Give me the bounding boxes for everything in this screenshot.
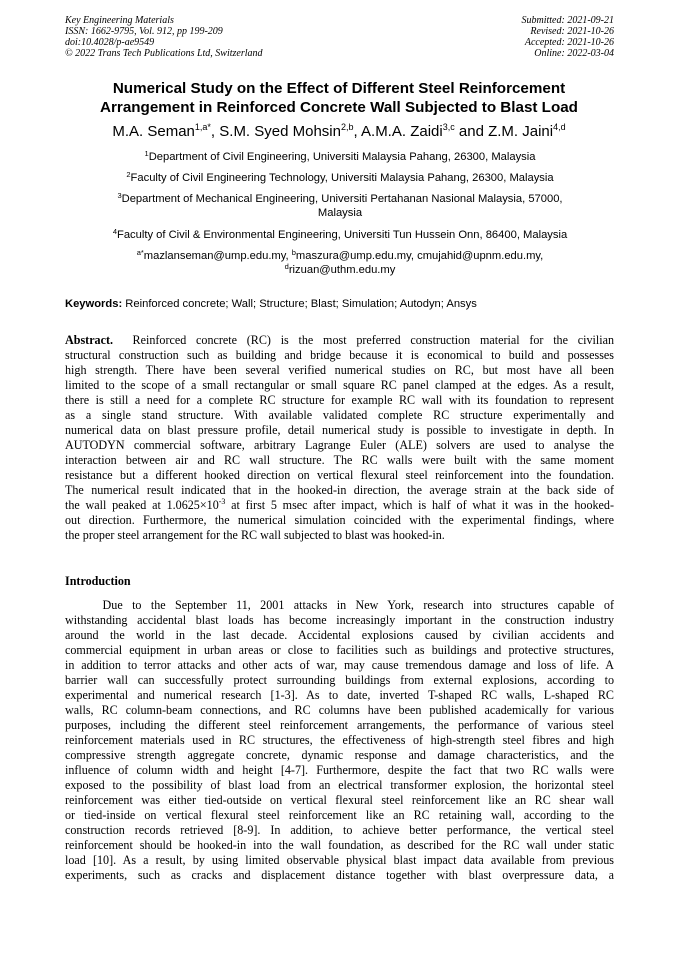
introduction-body bbox=[65, 598, 614, 883]
online-date: Online: 2022-03-04 bbox=[534, 48, 614, 59]
intro-line: compressive strength aggregate concrete, dynamic response and damage characteristics, and the bbox=[65, 748, 614, 762]
author-separator: , bbox=[210, 123, 220, 140]
intro-line: around the world in the last decade. Accidental explosions caused by civilian accidents and bbox=[65, 628, 614, 642]
abstract-line: interaction between air and RC wall structure. The RC walls were built with the same moment bbox=[65, 453, 614, 467]
intro-line: reinforcement was either tied-outside on vertical flexural steel reinforcement like an RC shear wall bbox=[65, 793, 614, 807]
email-address[interactable]: mazlanseman@ump.edu.my, bbox=[143, 250, 292, 262]
intro-line: load [10]. As a result, by using limited observable physical blast impact data available from previous bbox=[65, 853, 614, 867]
intro-line: reinforcement materials used in RC structures, the effectiveness of high-strength steel fibres and high bbox=[65, 733, 614, 747]
author-name: A.M.A. Zaidi bbox=[361, 123, 443, 140]
affiliation-text: Faculty of Civil & Environmental Engineering, Universiti Tun Hussein Onn, 86400, Malaysia bbox=[116, 229, 568, 241]
intro-line: experimental and numerical research [1-3]. As to date, inverted T-shaped RC walls, L-shaped RC bbox=[65, 688, 614, 702]
accepted-date: Accepted: 2021-10-26 bbox=[524, 37, 614, 48]
affiliation-text: Department of Mechanical Engineering, Universiti Pertahanan Nasional Malaysia, 57000, bbox=[121, 193, 563, 205]
intro-line: or tied-inside on vertical flexural steel reinforcement like an RC retaining wall, according to the bbox=[65, 808, 614, 822]
journal-name: Key Engineering Materials bbox=[65, 15, 174, 26]
intro-line: Due to the September 11, 2001 attacks in New York, research into structures capable of bbox=[65, 598, 614, 612]
affiliation-text: Faculty of Civil Engineering Technology, Universiti Malaysia Pahang, 26300, Malaysia bbox=[130, 172, 554, 184]
journal-header-left bbox=[65, 15, 263, 59]
intro-line: exposed to the possibility of blast load from an electrical transformer explosion, the horizontal steel bbox=[65, 778, 614, 792]
journal-doi: doi:10.4028/p-ae9549 bbox=[65, 37, 155, 48]
author-separator: and bbox=[454, 123, 489, 140]
author-name: Z.M. Jaini bbox=[488, 123, 554, 140]
affiliation-mark: 4 bbox=[112, 227, 117, 236]
intro-line: walls, RC column-beam connections, and RC columns have been published academically for various bbox=[65, 703, 614, 717]
abstract bbox=[65, 333, 614, 543]
intro-line: purposes, including the different steel reinforcement arrangements, the performance of various steel bbox=[65, 718, 614, 732]
abstract-label: Abstract. bbox=[65, 333, 114, 347]
journal-issn: ISSN: 1662-9795, Vol. 912, pp 199-209 bbox=[65, 26, 223, 37]
keywords-text: Reinforced concrete; Wall; Structure; Blast; Simulation; Autodyn; Ansys bbox=[122, 298, 477, 310]
affiliation-4 bbox=[65, 228, 615, 242]
intro-line: withstanding accidental blast loads has become increasingly important in the construction industry bbox=[65, 613, 614, 627]
section-heading-introduction: Introduction bbox=[65, 574, 131, 588]
submitted-date: Submitted: 2021-09-21 bbox=[521, 15, 614, 26]
affiliation-mark: 1 bbox=[144, 149, 149, 158]
intro-line: in addition to terror attacks and other acts of war, may cause tremendous damage and loss of life. A bbox=[65, 658, 614, 672]
journal-header-right bbox=[522, 15, 615, 59]
affiliation-text-continued: Malaysia bbox=[317, 207, 363, 219]
abstract-line: numerical data on blast pressure profile, detail numerical study is possible to investigate in depth. In bbox=[65, 423, 614, 437]
author-name: M.A. Seman bbox=[112, 123, 195, 140]
author-separator: , bbox=[353, 123, 362, 140]
affiliation-2 bbox=[65, 171, 615, 185]
revised-date: Revised: 2021-10-26 bbox=[530, 26, 614, 37]
email-address[interactable]: maszura@ump.edu.my, cmujahid@upnm.edu.my, bbox=[295, 250, 544, 262]
abstract-line: the wall peaked at $1.0625\times 10^{-3}$ at first 5 msec after impact, which is half of what it was in the hooked- bbox=[65, 497, 614, 512]
affiliation-mark: 3 bbox=[117, 191, 122, 200]
author-emails bbox=[65, 249, 615, 277]
strain-exponent: -3 bbox=[218, 497, 226, 506]
intro-line: experiments, such as cracks and displacement distance together with blast overpressure data, a bbox=[65, 868, 614, 882]
intro-line: commercial equipment in urban areas or close to facilities such as buildings and protective structures, bbox=[65, 643, 614, 657]
intro-line: construction records retrieved [8-9]. In addition, to achieve better performance, the vertical steel bbox=[65, 823, 614, 837]
title-line: Numerical Study on the Effect of Different Steel Reinforcement bbox=[112, 80, 566, 97]
affiliation-1 bbox=[65, 150, 615, 164]
intro-line: barrier wall can successfully protect surrounding buildings from external explosions, according to bbox=[65, 673, 614, 687]
author-affiliation-mark: 3,c bbox=[442, 122, 455, 132]
abstract-line: high strength. There have been several verified numerical studies on RC, but most have all been bbox=[65, 363, 614, 377]
title-line: Arrangement in Reinforced Concrete Wall Subjected to Blast Load bbox=[100, 99, 578, 116]
abstract-line: as a single stand structure. With available validated complete RC structure experimentally and bbox=[65, 408, 614, 422]
abstract-line: out direction. Furthermore, the numerical simulation coincided with the experimental findings, where bbox=[65, 513, 614, 527]
affiliation-3 bbox=[65, 192, 615, 220]
abstract-line: the proper steel arrangement for the RC wall subjected to blast was hooked-in. bbox=[65, 528, 445, 542]
author-affiliation-mark: 1,a* bbox=[194, 122, 211, 132]
email-address[interactable]: rizuan@uthm.edu.my bbox=[288, 264, 396, 276]
intro-line: influence of column width and height [4-7]. Furthermore, despite the fact that two RC walls were bbox=[65, 763, 614, 777]
affiliation-mark: 2 bbox=[126, 170, 131, 179]
email-mark: b bbox=[291, 248, 296, 257]
author-name: S.M. Syed Mohsin bbox=[219, 123, 341, 140]
abstract-line: Abstract. Reinforced concrete (RC) is the most preferred construction material for the civilian bbox=[65, 333, 614, 347]
affiliation-text: Department of Civil Engineering, Universiti Malaysia Pahang, 26300, Malaysia bbox=[148, 151, 536, 163]
abstract-line: The numerical result indicated that in the hooked-in direction, the average strain at the back side of bbox=[65, 483, 614, 497]
author-list bbox=[60, 122, 618, 142]
abstract-line: limited to the scope of a small rectangular or small square RC panel clamped at the edges. As a result, bbox=[65, 378, 614, 392]
intro-line: reinforcement should be hooked-in into the wall foundation, as described for the RC wall under static bbox=[65, 838, 614, 852]
journal-copyright: © 2022 Trans Tech Publications Ltd, Switzerland bbox=[65, 48, 263, 59]
email-mark: d bbox=[284, 262, 289, 271]
author-affiliation-mark: 2,b bbox=[340, 122, 354, 132]
abstract-line: resistance but a different hooked direction on vertical flexural steel reinforcement into the foundation. bbox=[65, 468, 614, 482]
paper-title bbox=[60, 79, 618, 117]
keywords bbox=[65, 297, 615, 311]
abstract-line: there is still a need for a complete RC structure for example RC wall with its foundation to represent bbox=[65, 393, 614, 407]
abstract-line: AUTODYN commercial software, arbitrary Lagrange Euler (ALE) solvers are used to analyse the bbox=[65, 438, 614, 452]
keywords-label: Keywords: bbox=[65, 298, 123, 310]
author-affiliation-mark: 4,d bbox=[553, 122, 566, 132]
email-mark: a* bbox=[136, 248, 144, 257]
abstract-line: structural construction such as building and bridge because it is economical to build and possesses bbox=[65, 348, 614, 362]
